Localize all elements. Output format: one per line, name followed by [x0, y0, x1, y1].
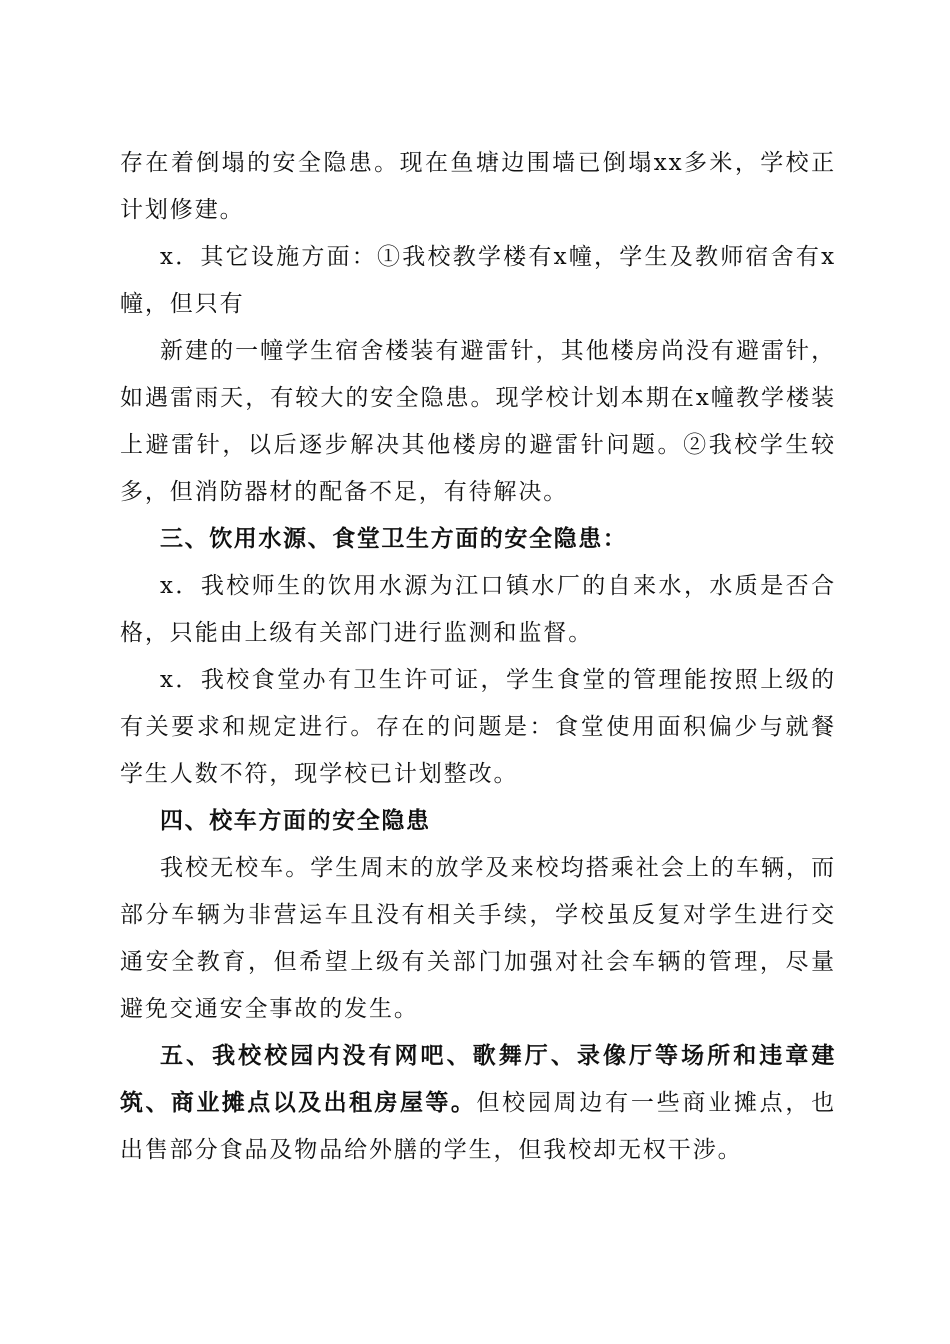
paragraph-wall-collapse: 存在着倒塌的安全隐患。现在鱼塘边围墙已倒塌xx多米，学校正计划修建。 — [120, 150, 836, 223]
paragraph-drinking-water: x．我校师生的饮用水源为江口镇水厂的自来水，水质是否合格，只能由上级有关部门进行监测和监督。 — [120, 573, 836, 646]
paragraph-school-bus: 我校无校车。学生周末的放学及来校均搭乘社会上的车辆，而部分车辆为非营运车且没有相关手续，学校虽反复对学生进行交通安全教育，但希望上级有关部门加强对社会车辆的管理，尽量避免交通安全事故的发生。 — [120, 855, 836, 1022]
document-page — [120, 140, 836, 1174]
paragraph-canteen: x．我校食堂办有卫生许可证，学生食堂的管理能按照上级的有关要求和规定进行。存在的问题是：食堂使用面积偏少与就餐学生人数不符，现学校已计划整改。 — [120, 667, 836, 787]
paragraph-other-facilities: x．其它设施方面：①我校教学楼有x幢，学生及教师宿舍有x幢，但只有 — [120, 244, 836, 317]
section-heading-water-canteen: 三、饮用水源、食堂卫生方面的安全隐患： — [160, 526, 628, 552]
paragraph-campus-rest: 但校园周边有一些商业摊点，也出售部分食品及物品给外膳的学生，但我校却无权干涉。 — [120, 1090, 836, 1163]
paragraph-lightning-rods: 新建的一幢学生宿舍楼装有避雷针，其他楼房尚没有避雷针，如遇雷雨天，有较大的安全隐患。现学校计划本期在x幢教学楼装上避雷针，以后逐步解决其他楼房的避雷针问题。②我校学生较多，但消防器材的配备不足，有待解决。 — [120, 338, 836, 505]
paragraph-campus-surroundings — [120, 1033, 836, 1174]
section-heading-school-bus: 四、校车方面的安全隐患 — [160, 808, 431, 834]
section-heading-campus: 五、我校校园内没有网吧、歌舞厅、录像厅等场所和违章建筑、商业摊点以及出租房屋等。 — [120, 1043, 836, 1116]
